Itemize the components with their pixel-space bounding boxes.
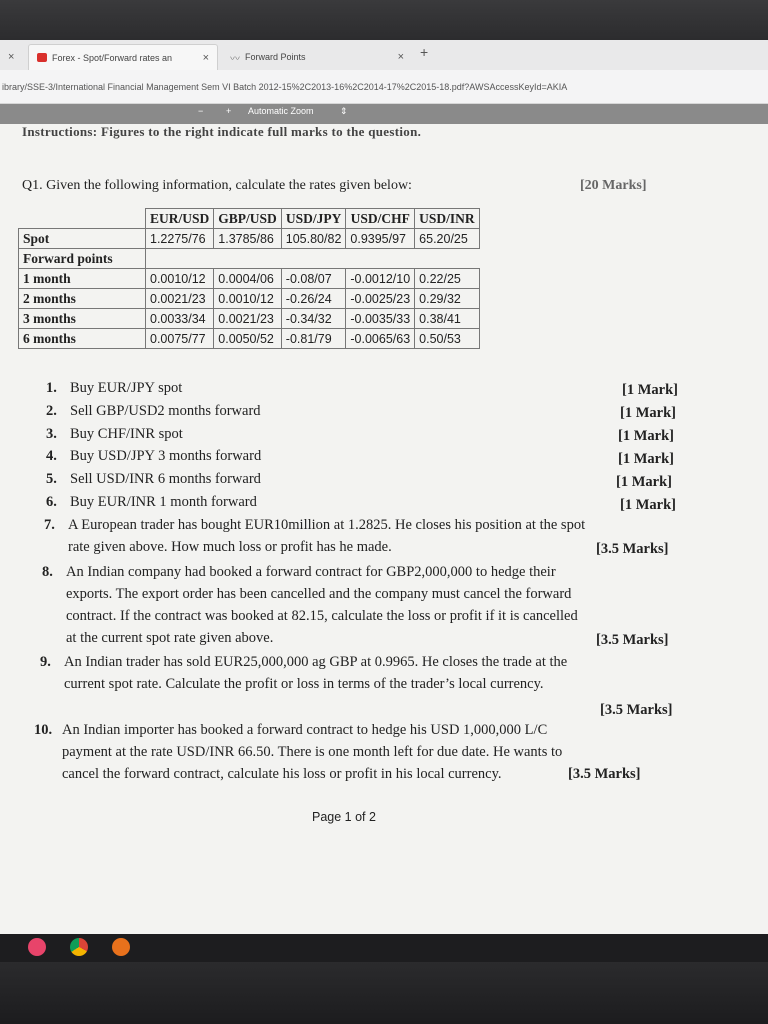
table-cell: 0.0033/34	[146, 309, 214, 329]
itunes-icon[interactable]	[28, 938, 46, 956]
table-cell: 0.22/25	[415, 269, 480, 289]
wave-favicon-icon: 〰	[230, 53, 240, 65]
question-text: Sell USD/INR 6 months forward	[70, 471, 261, 487]
question-marks: [1 Mark]	[620, 405, 676, 421]
table-cell: 1.2275/76	[146, 229, 214, 249]
tab-forex-spot-forward[interactable]	[28, 44, 218, 70]
question-text: Buy USD/JPY 3 months forward	[70, 448, 262, 464]
table-cell: 0.0021/23	[146, 289, 214, 309]
pdf-page	[0, 124, 768, 934]
table-row	[19, 309, 480, 329]
table-row	[19, 329, 480, 349]
tab-partial[interactable]	[0, 44, 26, 70]
question-text: exports. The export order has been cancelled and the company must cancel the forward	[66, 586, 572, 602]
question-text: An Indian importer has booked a forward contract to hedge his USD 1,000,000 L/C	[62, 722, 548, 738]
question-1-marks: [20 Marks]	[580, 178, 647, 193]
chevron-updown-icon[interactable]: ⇕	[340, 106, 348, 116]
taskbar	[0, 934, 768, 962]
monitor-bezel-bottom	[0, 962, 768, 1024]
table-cell: 0.50/53	[415, 329, 480, 349]
close-icon[interactable]: ×	[397, 51, 404, 63]
zoom-select[interactable]: Automatic Zoom	[248, 106, 314, 116]
question-text: payment at the rate USD/INR 66.50. There is one month left for due date. He wants to	[62, 744, 563, 760]
question-marks: [3.5 Marks]	[600, 702, 673, 718]
firefox-icon[interactable]	[112, 938, 130, 956]
close-icon[interactable]: ×	[202, 51, 209, 64]
row-label: Forward points	[19, 249, 146, 269]
table-cell: 0.0010/12	[146, 269, 214, 289]
question-text: Sell GBP/USD2 months forward	[70, 403, 261, 419]
pdf-toolbar	[0, 104, 768, 124]
question-marks: [3.5 Marks]	[596, 632, 669, 648]
question-text: cancel the forward contract, calculate his loss or profit in his local currency.	[62, 766, 502, 782]
table-header-cell: USD/JPY	[281, 209, 346, 229]
url-text: ibrary/SSE-3/International Financial Management Sem VI Batch 2012-15%2C2013-16%2C2014-17%2C2015-18.pdf?AWSAccessKeyId=AKIA	[2, 82, 568, 92]
tab-label: Forex - Spot/Forward rates an	[52, 52, 173, 63]
table-cell	[146, 249, 480, 269]
question-number: 6.	[46, 494, 57, 510]
question-marks: [3.5 Marks]	[596, 541, 669, 557]
table-cell: 0.0075/77	[146, 329, 214, 349]
question-text: contract. If the contract was booked at 82.15, calculate the loss or profit if it is cancelled	[66, 608, 578, 624]
question-number: 3.	[46, 426, 57, 442]
question-marks: [3.5 Marks]	[568, 766, 641, 782]
table-cell: -0.0065/63	[346, 329, 415, 349]
chrome-icon[interactable]	[70, 938, 88, 956]
question-text: Buy EUR/JPY spot	[70, 380, 183, 396]
question-number: 9.	[40, 654, 51, 670]
table-header-cell: EUR/USD	[146, 209, 214, 229]
table-cell: 0.9395/97	[346, 229, 415, 249]
forward-rates-table	[18, 208, 480, 349]
question-number: 4.	[46, 448, 57, 464]
table-cell: -0.0025/23	[346, 289, 415, 309]
table-row-forward-points	[19, 249, 480, 269]
table-row-spot	[19, 229, 480, 249]
table-cell: 0.38/41	[415, 309, 480, 329]
zoom-in-button[interactable]: +	[226, 106, 232, 116]
table-cell: 1.3785/86	[214, 229, 282, 249]
pdf-favicon-icon	[37, 53, 47, 62]
new-tab-button[interactable]: +	[420, 44, 429, 60]
question-marks: [1 Mark]	[622, 382, 678, 398]
question-marks: [1 Mark]	[616, 474, 672, 490]
question-text: Buy CHF/INR spot	[70, 426, 183, 442]
tab-label: Forward Points	[245, 52, 306, 62]
table-cell: 105.80/82	[281, 229, 346, 249]
table-header-cell: USD/CHF	[346, 209, 415, 229]
tab-bar	[0, 40, 768, 71]
row-label: 2 months	[19, 289, 146, 309]
tab-forward-points[interactable]	[222, 44, 412, 70]
question-number: 5.	[46, 471, 57, 487]
row-label: 3 months	[19, 309, 146, 329]
table-cell: -0.81/79	[281, 329, 346, 349]
table-cell: 0.0021/23	[214, 309, 282, 329]
question-text: current spot rate. Calculate the profit or loss in terms of the trader’s local currency.	[64, 676, 544, 692]
monitor-bezel-top	[0, 0, 768, 40]
question-number: 2.	[46, 403, 57, 419]
instructions-text: Instructions: Figures to the right indicate full marks to the question.	[22, 124, 422, 139]
row-label: Spot	[19, 229, 146, 249]
address-bar[interactable]	[0, 70, 768, 104]
table-cell: 65.20/25	[415, 229, 480, 249]
table-cell: -0.0035/33	[346, 309, 415, 329]
zoom-out-button[interactable]: −	[198, 106, 204, 116]
question-text: An Indian company had booked a forward contract for GBP2,000,000 to hedge their	[66, 564, 556, 580]
question-text: Buy EUR/INR 1 month forward	[70, 494, 257, 510]
question-1-title: Q1. Given the following information, calculate the rates given below:	[22, 178, 412, 193]
question-number: 7.	[44, 517, 55, 533]
table-row	[19, 269, 480, 289]
question-marks: [1 Mark]	[618, 428, 674, 444]
question-text: rate given above. How much loss or profit has he made.	[68, 539, 392, 555]
question-number: 10.	[34, 722, 53, 738]
table-cell: -0.34/32	[281, 309, 346, 329]
table-header-cell: USD/INR	[415, 209, 480, 229]
table-cell: -0.08/07	[281, 269, 346, 289]
question-number: 1.	[46, 380, 57, 396]
table-header-cell: GBP/USD	[214, 209, 282, 229]
question-marks: [1 Mark]	[620, 497, 676, 513]
table-row	[19, 289, 480, 309]
question-text: A European trader has bought EUR10million at 1.2825. He closes his position at the spot	[68, 517, 586, 533]
question-number: 8.	[42, 564, 53, 580]
table-cell: -0.26/24	[281, 289, 346, 309]
table-cell: -0.0012/10	[346, 269, 415, 289]
table-cell: 0.0050/52	[214, 329, 282, 349]
table-cell: 0.0010/12	[214, 289, 282, 309]
table-header-cell	[19, 209, 146, 229]
question-text: at the current spot rate given above.	[66, 630, 274, 646]
table-cell: 0.0004/06	[214, 269, 282, 289]
row-label: 1 month	[19, 269, 146, 289]
page-indicator: Page 1 of 2	[312, 810, 376, 824]
row-label: 6 months	[19, 329, 146, 349]
question-text: An Indian trader has sold EUR25,000,000 ag GBP at 0.9965. He closes the trade at the	[64, 654, 568, 670]
table-cell: 0.29/32	[415, 289, 480, 309]
question-marks: [1 Mark]	[618, 451, 674, 467]
close-icon[interactable]: ×	[8, 51, 15, 63]
table-header-row	[19, 209, 480, 229]
